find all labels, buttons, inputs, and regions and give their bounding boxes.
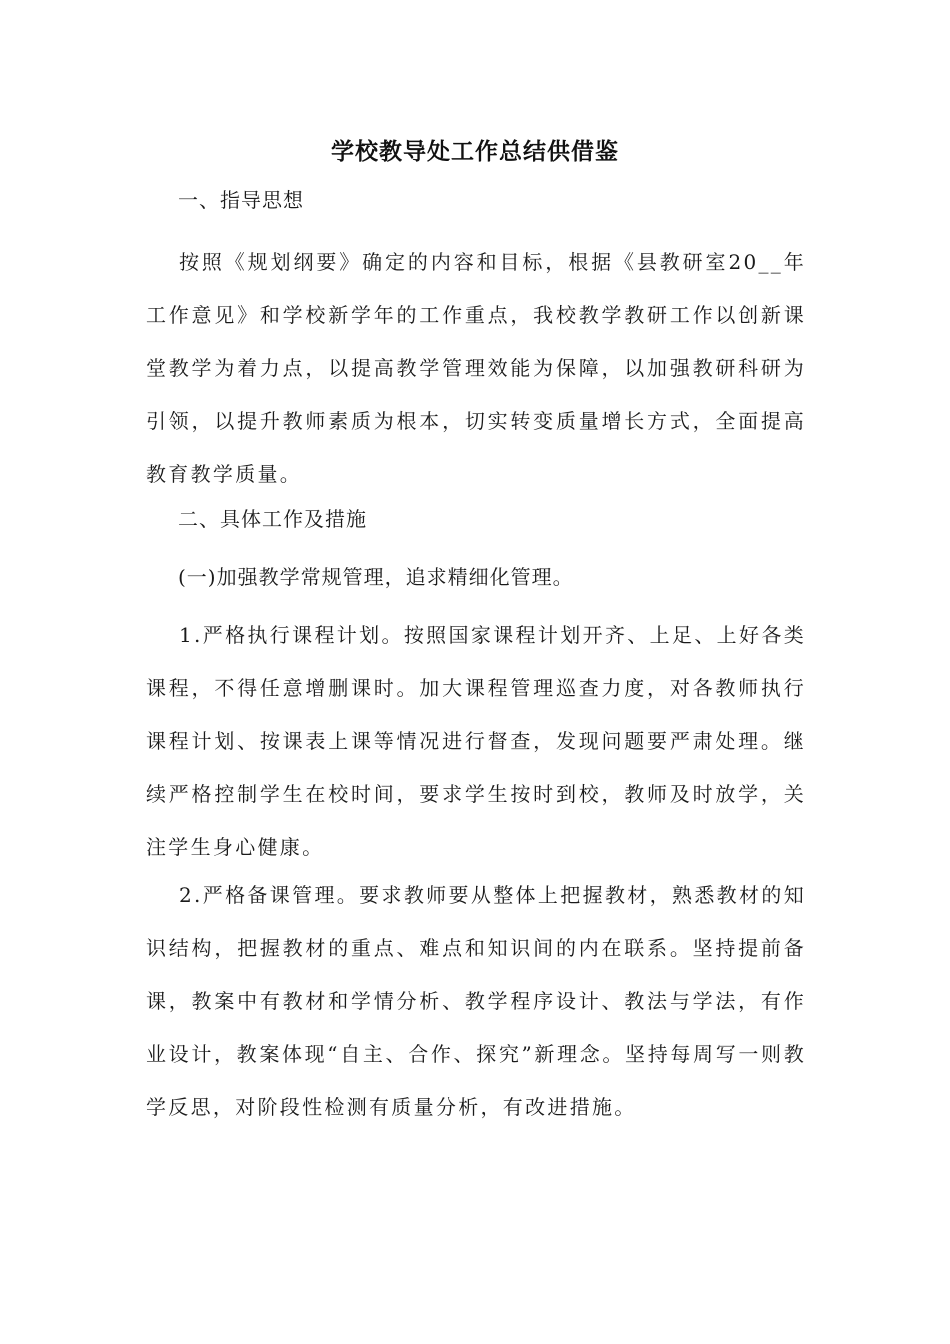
section-heading-specific-work: 二、具体工作及措施 (178, 507, 367, 531)
paragraph-guiding-ideology: 按照《规划纲要》确定的内容和目标，根据《县教研室20__年工作意见》和学校新学年的工作重点，我校教学教研工作以创新课堂教学为着力点，以提高教学管理效能为保障，以加强教研科研为引领，以提升教师素质为根本，切实转变质量增长方式，全面提高教育教学质量。 (146, 250, 806, 486)
document-title: 学校教导处工作总结供借鉴 (331, 138, 619, 165)
paragraph-lesson-preparation: 2.严格备课管理。要求教师要从整体上把握教材，熟悉教材的知识结构，把握教材的重点、难点和知识间的内在联系。坚持提前备课，教案中有教材和学情分析、教学程序设计、教法与学法，有作业设计，教案体现“自主、合作、探究”新理念。坚持每周写一则教学反思，对阶段性检测有质量分析，有改进措施。 (146, 883, 806, 1119)
section-heading-guiding-ideology: 一、指导思想 (178, 188, 304, 212)
subsection-heading-teaching-routine: (一)加强教学常规管理，追求精细化管理。 (178, 565, 574, 589)
paragraph-course-plan: 1.严格执行课程计划。按照国家课程计划开齐、上足、上好各类课程，不得任意增删课时。加大课程管理巡查力度，对各教师执行课程计划、按课表上课等情况进行督查，发现问题要严肃处理。继续严格控制学生在校时间，要求学生按时到校，教师及时放学，关注学生身心健康。 (146, 623, 806, 859)
